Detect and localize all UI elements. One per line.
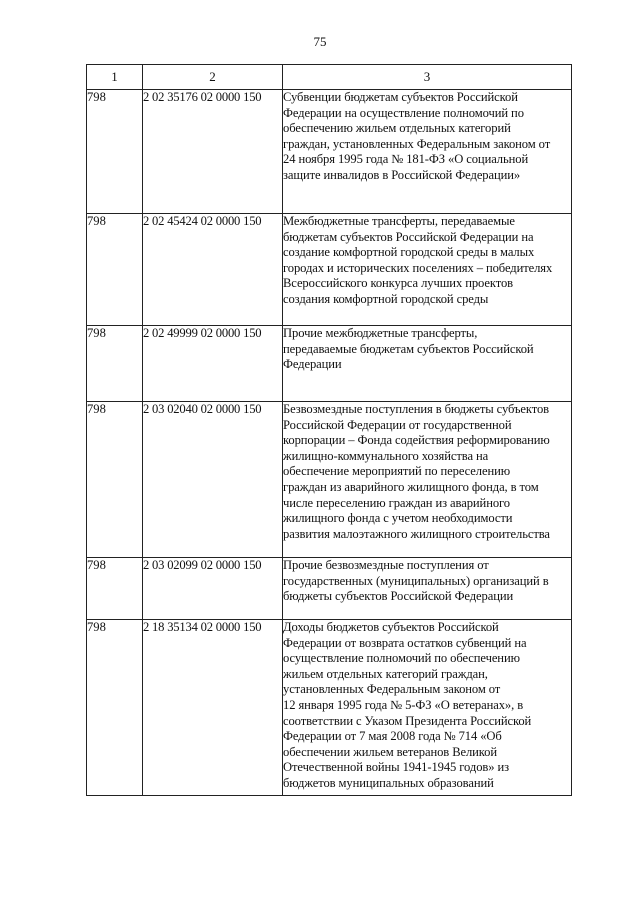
description-line: Прочие межбюджетные трансферты,	[283, 326, 478, 340]
description-line: обеспечение мероприятий по переселению	[283, 464, 511, 479]
table-row	[87, 620, 572, 796]
description-line: Доходы бюджетов субъектов Российской	[283, 620, 499, 634]
description-line: 24 ноября 1995 года № 181-ФЗ «О социальной	[283, 152, 529, 167]
description-line: Прочие безвозмездные поступления от	[283, 558, 489, 572]
description-line: граждан из аварийного жилищного фонда, в том	[283, 479, 539, 494]
description-line: корпорации – Фонда содействия реформированию	[283, 433, 550, 448]
description-line: бюджетам субъектов Российской Федерации на	[283, 229, 534, 244]
description-line: граждан, установленных Федеральным законом от	[283, 136, 551, 151]
budget-code-cell: 2 18 35134 02 0000 150	[143, 620, 283, 796]
description-line: бюджетов муниципальных образований	[283, 775, 494, 790]
description-line: 12 января 1995 года № 5-ФЗ «О ветеранах», в	[283, 697, 524, 712]
description-line: осуществление полномочий по обеспечению	[283, 651, 520, 666]
description-line: жильем отдельных категорий граждан,	[283, 666, 488, 681]
table-header-row	[87, 65, 572, 90]
budget-code-cell: 2 02 49999 02 0000 150	[143, 326, 283, 402]
column-header-2: 2	[143, 65, 283, 90]
description-line: Межбюджетные трансферты, передаваемые	[283, 214, 515, 228]
description-cell	[283, 326, 572, 402]
page-number: 75	[313, 34, 327, 49]
table-row	[87, 90, 572, 214]
description-line: государственных (муниципальных) организаций в	[283, 573, 549, 588]
description-line: защите инвалидов в Российской Федерации»	[283, 167, 521, 182]
budget-code-cell: 2 02 45424 02 0000 150	[143, 214, 283, 326]
admin-code-cell: 798	[87, 90, 143, 214]
description-cell	[283, 90, 572, 214]
budget-classification-table	[86, 64, 572, 796]
description-line: обеспечении жильем ветеранов Великой	[283, 744, 498, 759]
description-line: создания комфортной городской среды	[283, 291, 489, 306]
column-header-3: 3	[283, 65, 572, 90]
description-line: жилищного фонда с учетом необходимости	[283, 511, 513, 526]
table-row	[87, 558, 572, 620]
description-cell	[283, 620, 572, 796]
description-line: Отечественной войны 1941-1945 годов» из	[283, 760, 509, 775]
admin-code-cell: 798	[87, 326, 143, 402]
description-cell	[283, 214, 572, 326]
description-line: Безвозмездные поступления в бюджеты субъектов	[283, 402, 550, 416]
budget-code-cell: 2 03 02099 02 0000 150	[143, 558, 283, 620]
description-line: создание комфортной городской среды в малых	[283, 245, 535, 260]
budget-code-cell: 2 03 02040 02 0000 150	[143, 402, 283, 558]
description-cell	[283, 402, 572, 558]
table-row	[87, 214, 572, 326]
description-line: Федерации на осуществление полномочий по	[283, 105, 524, 120]
admin-code-cell: 798	[87, 620, 143, 796]
description-line: Всероссийского конкурса лучших проектов	[283, 276, 514, 291]
admin-code-cell: 798	[87, 402, 143, 558]
table-row	[87, 326, 572, 402]
description-line: установленных Федеральным законом от	[283, 682, 501, 697]
description-line: жилищно-коммунального хозяйства на	[283, 448, 489, 463]
description-line: числе переселению граждан из аварийного	[283, 495, 510, 510]
description-line: Федерации от возврата остатков субвенций на	[283, 635, 527, 650]
budget-code-cell: 2 02 35176 02 0000 150	[143, 90, 283, 214]
description-line: развития малоэтажного жилищного строительства	[283, 526, 550, 541]
admin-code-cell: 798	[87, 558, 143, 620]
description-line: соответствии с Указом Президента Российской	[283, 713, 532, 728]
description-line: обеспечению жильем отдельных категорий	[283, 121, 511, 136]
admin-code-cell: 798	[87, 214, 143, 326]
description-line: Федерации от 7 мая 2008 года № 714 «Об	[283, 729, 502, 744]
description-line: Субвенции бюджетам субъектов Российской	[283, 90, 518, 104]
description-line: городах и исторических поселениях – победителях	[283, 260, 553, 275]
description-cell	[283, 558, 572, 620]
description-line: передаваемые бюджетам субъектов Российской	[283, 341, 534, 356]
column-header-1: 1	[87, 65, 143, 90]
table-row	[87, 402, 572, 558]
description-line: бюджеты субъектов Российской Федерации	[283, 589, 514, 604]
description-line: Российской Федерации от государственной	[283, 417, 512, 432]
description-line: Федерации	[283, 357, 342, 372]
